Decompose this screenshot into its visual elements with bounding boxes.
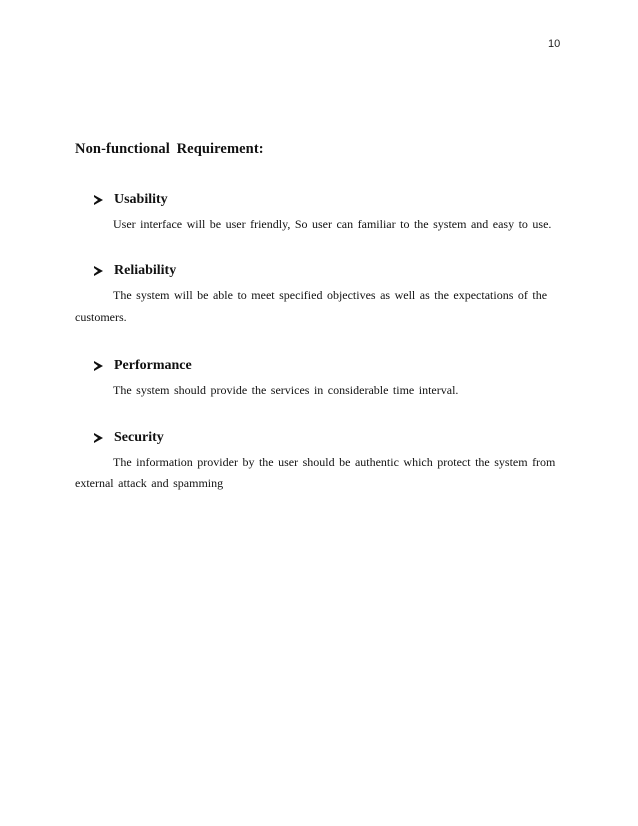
description-continuation: external attack and spamming bbox=[75, 476, 224, 490]
page-number: 10 bbox=[548, 38, 561, 50]
requirement-title: Reliability bbox=[114, 263, 177, 278]
description-continuation: customers. bbox=[75, 310, 127, 324]
requirement-description bbox=[93, 379, 563, 402]
requirement-description bbox=[93, 284, 563, 307]
requirement-description bbox=[93, 451, 563, 474]
arrow-bullet-icon bbox=[94, 433, 103, 443]
requirement-title: Security bbox=[114, 430, 164, 445]
requirement-security bbox=[93, 429, 563, 474]
requirement-heading bbox=[93, 357, 563, 375]
requirement-usability bbox=[93, 191, 563, 236]
requirement-title: Usability bbox=[114, 192, 168, 207]
requirement-title: Performance bbox=[114, 358, 192, 373]
requirement-description bbox=[93, 213, 563, 236]
requirement-performance bbox=[93, 357, 563, 402]
requirement-reliability bbox=[93, 262, 563, 307]
description-line: The information provider by the user should be authentic which protect the system from bbox=[113, 455, 556, 469]
arrow-bullet-icon bbox=[94, 361, 103, 371]
arrow-bullet-icon bbox=[94, 266, 103, 276]
requirement-heading bbox=[93, 429, 563, 447]
arrow-bullet-icon bbox=[94, 195, 103, 205]
section-heading: Non-functional Requirement: bbox=[75, 141, 264, 157]
requirement-heading bbox=[93, 191, 563, 209]
description-line: User interface will be user friendly, So user can familiar to the system and easy to use. bbox=[113, 217, 552, 231]
requirement-heading bbox=[93, 262, 563, 280]
description-line: The system will be able to meet specified objectives as well as the expectations of the bbox=[113, 288, 548, 302]
description-line: The system should provide the services in considerable time interval. bbox=[113, 383, 459, 397]
